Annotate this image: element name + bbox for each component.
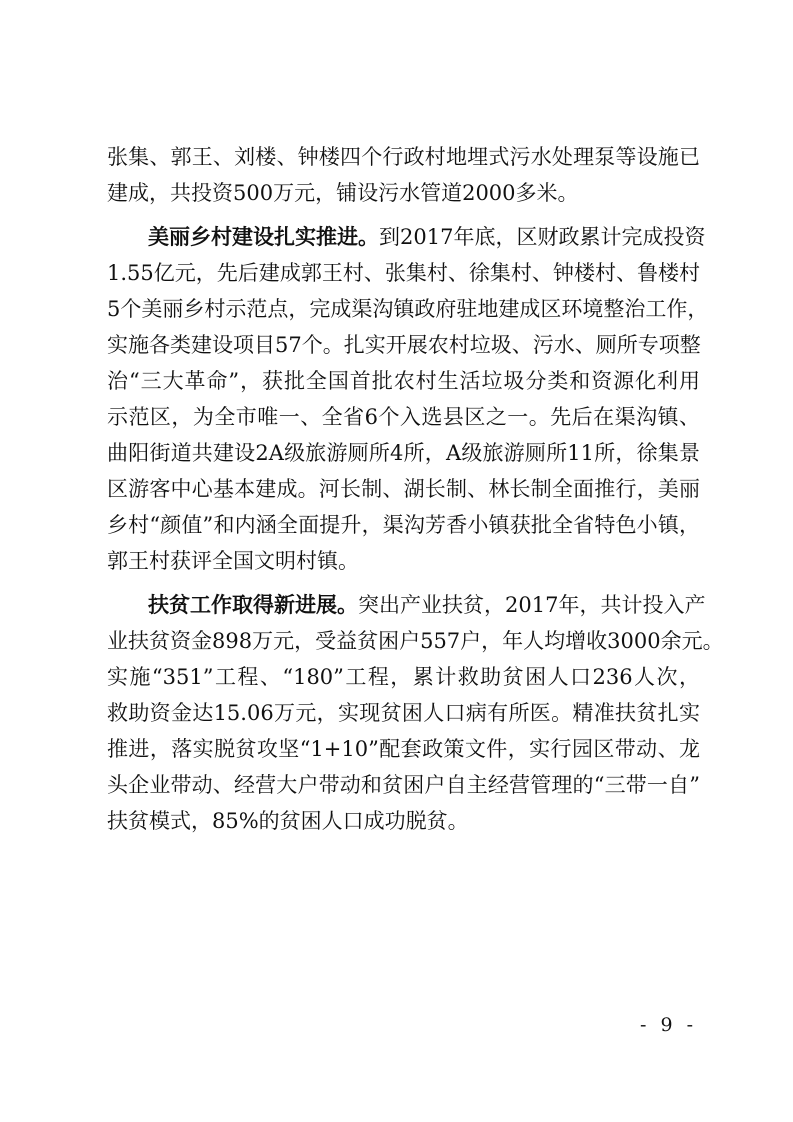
text-line: 救助资金达15.06万元，实现贫困人口病有所医。精准扶贫扎实 bbox=[107, 701, 700, 725]
paragraph-heading: 美丽乡村建设扎实推进。 bbox=[148, 225, 379, 249]
text-line: 5个美丽乡村示范点，完成渠沟镇政府驻地建成区环境整治工作， bbox=[107, 297, 709, 321]
text-line: 实施各类建设项目57个。扎实开展农村垃圾、污水、厕所专项整 bbox=[107, 333, 701, 357]
text-line: 建成，共投资500万元，铺设污水管道2000多米。 bbox=[107, 181, 579, 205]
text-run: 到2017年底，区财政累计完成投资 bbox=[379, 225, 706, 249]
text-line bbox=[107, 587, 706, 623]
text-line: 区游客中心基本建成。河长制、湖长制、林长制全面推行，美丽 bbox=[107, 477, 700, 501]
text-line: 郭王村获评全国文明村镇。 bbox=[107, 549, 359, 573]
paragraph-sewage bbox=[107, 139, 700, 211]
paragraph-beautiful-village bbox=[107, 219, 709, 579]
page-number: - 9 - bbox=[639, 1014, 697, 1036]
document-body bbox=[107, 139, 724, 839]
text-line: 治“三大革命”，获批全国首批农村生活垃圾分类和资源化利用 bbox=[107, 369, 700, 393]
text-line: 实施“351”工程、“180”工程，累计救助贫困人口236人次， bbox=[107, 665, 700, 689]
text-line: 张集、郭王、刘楼、钟楼四个行政村地埋式污水处理泵等设施已 bbox=[107, 145, 700, 169]
text-line: 示范区，为全市唯一、全省6个入选县区之一。先后在渠沟镇、 bbox=[107, 405, 700, 429]
paragraph-poverty-alleviation bbox=[107, 587, 724, 839]
text-line: 扶贫模式，85%的贫困人口成功脱贫。 bbox=[107, 809, 469, 833]
text-line: 头企业带动、经营大户带动和贫困户自主经营管理的“三带一自” bbox=[107, 773, 700, 797]
text-line bbox=[107, 219, 706, 255]
text-line: 曲阳街道共建设2A级旅游厕所4所，A级旅游厕所11所，徐集景 bbox=[107, 441, 700, 465]
text-line: 乡村“颜值”和内涵全面提升，渠沟芳香小镇获批全省特色小镇， bbox=[107, 513, 700, 537]
text-run: 突出产业扶贫，2017年，共计投入产 bbox=[358, 593, 706, 617]
text-line: 1.55亿元，先后建成郭王村、张集村、徐集村、钟楼村、鲁楼村 bbox=[107, 261, 700, 285]
paragraph-heading: 扶贫工作取得新进展。 bbox=[148, 593, 358, 617]
text-line: 业扶贫资金898万元，受益贫困户557户，年人均增收3000余元。 bbox=[107, 629, 724, 653]
text-line: 推进，落实脱贫攻坚“1+10”配套政策文件，实行园区带动、龙 bbox=[107, 737, 700, 761]
